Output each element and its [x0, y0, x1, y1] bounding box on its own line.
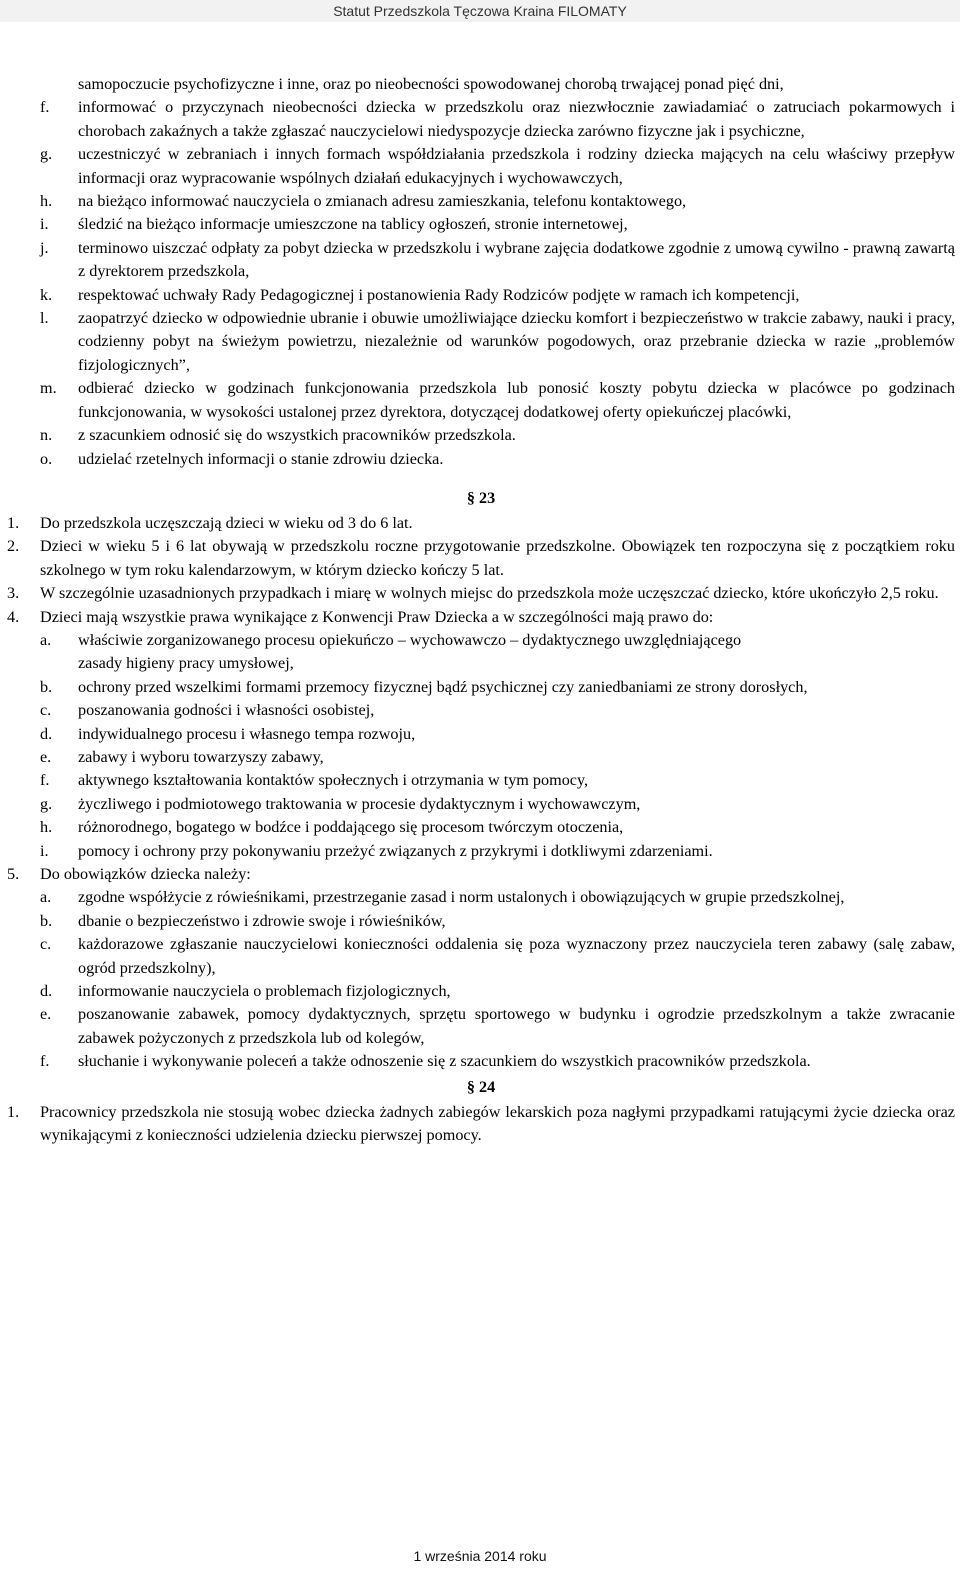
item-text: słuchanie i wykonywanie poleceń a także odnoszenie się z szacunkiem do wszystkich pracowników przedszkola.: [78, 1052, 811, 1071]
item-marker: c.: [40, 935, 52, 954]
document-title: Statut Przedszkola Tęczowa Kraina FILOMATY: [333, 3, 627, 19]
list-item-continuation: zasady higieny pracy umysłowej,: [78, 654, 294, 673]
item-marker: o.: [40, 449, 53, 468]
list-item: [7, 96, 955, 143]
list-item: [7, 910, 955, 933]
paragraph-number: 1.: [7, 513, 20, 532]
list-item: [7, 448, 955, 471]
item-text: zaopatrzyć dziecko w odpowiednie ubranie i obuwie umożliwiające dziecku komfort i bezpieczeństwo w trakcie zabawy, nauki i pracy, codzienny pobyt na świeżym powietrzu, niezależnie od warunków pogodowych, oraz przebranie dziecka w razie „problemów fizjologicznych”,: [78, 309, 955, 374]
list-item: [7, 1050, 955, 1073]
item-text: ochrony przed wszelkimi formami przemocy fizycznej bądź psychicznej czy zaniedbaniami ze strony dorosłych,: [78, 677, 808, 696]
paragraph: [7, 582, 955, 605]
item-marker: m.: [40, 379, 57, 398]
item-marker: d.: [40, 724, 53, 743]
list-item: [7, 237, 955, 284]
list-item: [7, 840, 955, 863]
item-marker: n.: [40, 426, 53, 445]
item-text: właściwie zorganizowanego procesu opiekuńczo – wychowawczo – dydaktycznego uwzględniającego: [78, 630, 742, 649]
section-heading-23: § 23: [466, 488, 496, 507]
item-text: dbanie o bezpieczeństwo i zdrowie swoje i rówieśników,: [78, 911, 446, 930]
item-text: pomocy i ochrony przy pokonywaniu przeżyć związanych z przykrymi i dotkliwymi zdarzeniami.: [78, 841, 713, 860]
item-marker: c.: [40, 701, 52, 720]
item-text: na bieżąco informować nauczyciela o zmianach adresu zamieszkania, telefonu kontaktowego,: [78, 192, 687, 211]
item-marker: e.: [40, 1005, 52, 1024]
item-text: informować o przyczynach nieobecności dziecka w przedszkolu oraz niezwłocznie zawiadamiać o zatruciach pokarmowych i chorobach zakaźnych a także zgłaszać nauczycielowi niedyspozycje dziecka zarówno fizyczne jak i psychiczne,: [78, 98, 955, 140]
paragraph-text: W szczególnie uzasadnionych przypadkach i miarę w wolnych miejsc do przedszkola może uczęszczać dziecko, które ukończyło 2,5 roku.: [40, 584, 939, 603]
item-marker: e.: [40, 747, 52, 766]
item-marker: d.: [40, 982, 53, 1001]
list-item: [7, 769, 955, 792]
list-item: [7, 723, 955, 746]
item-text: aktywnego kształtowania kontaktów społecznych i otrzymania w tym pomocy,: [78, 771, 589, 790]
item-text: udzielać rzetelnych informacji o stanie zdrowiu dziecka.: [78, 449, 444, 468]
item-text: respektować uchwały Rady Pedagogicznej i postanowienia Rady Rodziców podjęte w ramach ich kompetencji,: [78, 285, 800, 304]
list-item: [7, 886, 955, 909]
list-item: [7, 377, 955, 424]
paragraph: [7, 1101, 955, 1148]
paragraph-number: 1.: [7, 1102, 20, 1121]
item-marker: i.: [40, 841, 49, 860]
paragraph: [7, 863, 955, 886]
item-text: uczestniczyć w zebraniach i innych formach współdziałania przedszkola i rodziny dziecka mających na celu właściwy przepływ informacji oraz wypracowanie wspólnych działań edukacyjnych i wychowawczych,: [78, 145, 955, 187]
item-text: życzliwego i podmiotowego traktowania w procesie dydaktycznym i wychowawczym,: [78, 794, 641, 813]
item-text: indywidualnego procesu i własnego tempa rozwoju,: [78, 724, 416, 743]
page-footer: [0, 1541, 960, 1569]
item-text: odbierać dziecko w godzinach funkcjonowania przedszkola lub ponosić koszty pobytu dziecka w placówce po godzinach funkcjonowania, w wysokości ustalonej przez dyrektora, dotyczącej dodatkowej oferty opiekuńczej placówki,: [78, 379, 955, 421]
list-item: [7, 284, 955, 307]
item-marker: l.: [40, 309, 49, 328]
item-marker: a.: [40, 630, 52, 649]
item-text: poszanowanie zabawek, pomocy dydaktycznych, sprzętu sportowego w budynku i ogrodzie przedszkolnym a także zwracanie zabawek pożyczonych z przedszkola lub od kolegów,: [78, 1005, 955, 1047]
list-item: [7, 424, 955, 447]
list-item: [7, 307, 955, 377]
paragraph: [7, 535, 955, 582]
paragraph-number: 2.: [7, 537, 20, 556]
paragraph-text: Do przedszkola uczęszczają dzieci w wieku od 3 do 6 lat.: [40, 513, 413, 532]
paragraph-text: Dzieci mają wszystkie prawa wynikające z Konwencji Praw Dziecka a w szczególności mają prawo do:: [40, 607, 714, 626]
continuation-text: samopoczucie psychofizyczne i inne, oraz po nieobecności spowodowanej chorobą trwającej ponad pięć dni,: [78, 75, 784, 93]
list-item: [7, 629, 955, 652]
item-marker: g.: [40, 794, 53, 813]
item-text: różnorodnego, bogatego w bodźce i poddającego się procesom twórczym otoczenia,: [78, 818, 624, 837]
list-item: [7, 1003, 955, 1050]
item-marker: h.: [40, 818, 53, 837]
item-marker: g.: [40, 145, 53, 164]
item-text: zgodne współżycie z rówieśnikami, przestrzeganie zasad i norm ustalonych i obowiązujących w grupie przedszkolnej,: [78, 888, 845, 907]
parent-duties-list: [7, 96, 955, 471]
list-item: [7, 190, 955, 213]
item-marker: j.: [40, 238, 49, 257]
list-item: [7, 699, 955, 722]
list-item: [7, 213, 955, 236]
page-header: [0, 0, 960, 22]
item-text: śledzić na bieżąco informacje umieszczone na tablicy ogłoszeń, stronie internetowej,: [78, 215, 628, 234]
item-text: informowanie nauczyciela o problemach fizjologicznych,: [78, 982, 451, 1001]
item-marker: f.: [40, 771, 50, 790]
paragraph: [7, 606, 955, 629]
document-body: [7, 73, 955, 1147]
list-item: [7, 816, 955, 839]
list-item: [7, 980, 955, 1003]
paragraph-text: Do obowiązków dziecka należy:: [40, 865, 251, 883]
item-marker: b.: [40, 911, 53, 930]
item-text: każdorazowe zgłaszanie nauczycielowi konieczności oddalenia się poza wyznaczony przez nauczyciela teren zabawy (salę zabaw, ogród przedszkolny),: [78, 935, 955, 977]
item-text: terminowo uiszczać odpłaty za pobyt dziecka w przedszkolu i wybrane zajęcia dodatkowe zgodnie z umową cywilno - prawną zawartą z dyrektorem przedszkola,: [78, 238, 955, 281]
paragraph: [7, 512, 955, 535]
child-duties-list: [7, 886, 955, 1073]
list-item: [7, 793, 955, 816]
list-item: [7, 746, 955, 769]
item-marker: k.: [40, 285, 53, 304]
list-item: [7, 933, 955, 980]
footer-date: 1 września 2014 roku: [413, 1548, 547, 1564]
paragraph-text: Pracownicy przedszkola nie stosują wobec dziecka żadnych zabiegów lekarskich poza nagłymi przypadkami ratującymi życie dziecka oraz wynikającymi z konieczności udzielenia dziecku pierwszej pomocy.: [40, 1102, 955, 1145]
paragraph-number: 5.: [7, 865, 20, 883]
child-rights-list: [7, 629, 955, 863]
item-marker: b.: [40, 677, 53, 696]
item-text: z szacunkiem odnosić się do wszystkich pracowników przedszkola.: [78, 426, 516, 445]
item-text: zabawy i wyboru towarzyszy zabawy,: [78, 747, 324, 766]
section-heading-24: § 24: [466, 1077, 496, 1096]
item-text: poszanowania godności i własności osobistej,: [78, 701, 375, 720]
paragraph-number: 4.: [7, 607, 20, 626]
item-marker: i.: [40, 215, 49, 234]
item-marker: a.: [40, 888, 52, 907]
paragraph-number: 3.: [7, 584, 20, 603]
list-item: [7, 676, 955, 699]
paragraph-text: Dzieci w wieku 5 i 6 lat obywają w przedszkolu roczne przygotowanie przedszkolne. Obowiązek ten rozpoczyna się z początkiem roku szkolnego w tym roku kalendarzowym, w którym dziecko kończy 5 lat.: [40, 537, 955, 579]
item-marker: f.: [40, 98, 50, 117]
list-item: [7, 143, 955, 190]
item-marker: f.: [40, 1052, 50, 1071]
item-marker: h.: [40, 192, 53, 211]
